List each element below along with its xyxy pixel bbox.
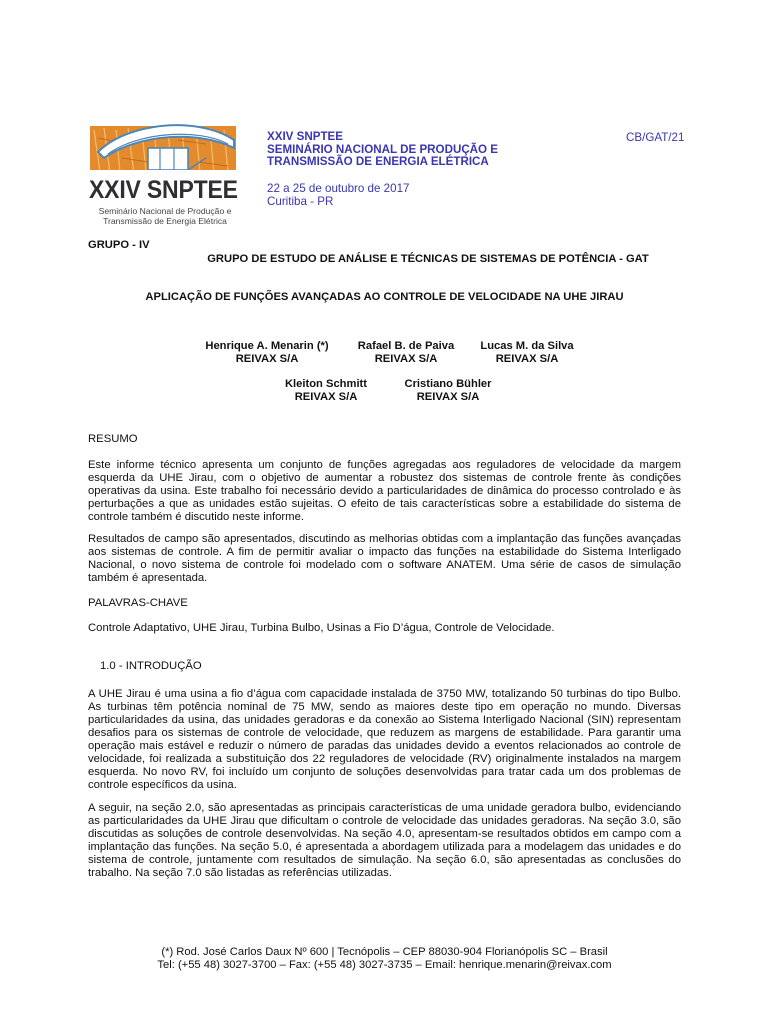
group-name: GRUPO DE ESTUDO DE ANÁLISE E TÉCNICAS DE SISTEMAS DE POTÊNCIA - GAT [207,253,649,265]
resumo-paragraph-1: Este informe técnico apresenta um conjunto de funções agregadas aos reguladores de velocidade da margem esquerda da UHE Jirau, com o objetivo de aumentar a robustez dos sistemas de controle frente às condições operativas da usina. Este trabalho foi necessário devido a particularidades de dinâmica do processo controlado e às perturbações a que as unidades estão sujeitas. O efeito de tais características sobre a estabilidade do sistema de controle também é discutido neste informe. [88,459,681,523]
author-name: Kleiton Schmitt [284,378,368,390]
keywords-heading: PALAVRAS-CHAVE [88,597,188,609]
paper-title: APLICAÇÃO DE FUNÇÕES AVANÇADAS AO CONTROLE DE VELOCIDADE NA UHE JIRAU [145,291,624,303]
event-name: XXIV SNPTEE [267,130,344,143]
author-name: Cristiano Bühler [404,378,492,390]
logo-emblem-icon [88,118,238,180]
group-label: GRUPO - IV [88,239,150,251]
event-fullname-line1: SEMINÁRIO NACIONAL DE PRODUÇÃO E [267,142,499,156]
event-location: Curitiba - PR [267,194,334,208]
author-affiliation: REIVAX S/A [235,353,299,365]
author-name: Lucas M. da Silva [480,340,574,352]
event-fullname-line2: TRANSMISSÃO DE ENERGIA ELÉTRICA [267,155,489,169]
author-affiliation: REIVAX S/A [495,353,559,365]
author-5 [395,378,501,404]
logo-subtitle-line1: Seminário Nacional de Produção e [98,206,232,216]
footer-phone-email: Tel: (+55 48) 3027-3700 – Fax: (+55 48) 3027-3735 – Email: henrique.menarin@reivax.com [157,959,612,971]
resumo-paragraph-2: Resultados de campo são apresentados, discutindo as melhorias obtidas com a implantação das funções avançadas aos sistemas de controle. A fim de permitir avaliar o impacto das funções na estabilidade do Sistema Interligado Nacional, o novo sistema de controle foi modelado com o software ANATEM. Uma série de casos de simulação também é apresentada. [88,533,681,584]
logo-subtitle [92,206,238,226]
footer-address: (*) Rod. José Carlos Daux Nº 600 | Tecnópolis – CEP 88030-904 Florianópolis SC – Brasil [161,946,608,958]
logo-title: XXIV SNPTEE [89,176,238,204]
event-date: 22 a 25 de outubro de 2017 [267,182,410,195]
author-4 [278,378,374,404]
logo-subtitle-line2: Transmissão de Energia Elétrica [103,216,227,226]
author-3 [472,340,582,366]
author-affiliation: REIVAX S/A [294,391,358,403]
author-name: Rafael B. de Paiva [357,340,455,352]
paper-code: CB/GAT/21 [626,131,685,144]
intro-paragraph-2: A seguir, na seção 2.0, são apresentadas as principais características de uma unidade geradora bulbo, evidenciando as particularidades da UHE Jirau que dificultam o controle de velocidade das unidades geradoras. Na seção 3.0, são discutidas as soluções de controle desenvolvidas. Na seção 4.0, apresentam-se resultados obtidos em campo com a implantação das funções. Na seção 5.0, é apresentada a abordagem utilizada para a modelagem das unidades e do sistema de controle, juntamente com resultados de simulação. Na seção 6.0, são apresentadas as conclusões do trabalho. Na seção 7.0 são listadas as referências utilizadas. [88,802,681,879]
author-affiliation: REIVAX S/A [416,391,480,403]
author-1 [197,340,337,366]
resumo-heading: RESUMO [88,433,138,445]
snptee-logo [88,118,238,230]
footer-contact [88,946,681,972]
author-name: Henrique A. Menarin (*) [205,340,329,352]
intro-heading: 1.0 - INTRODUÇÃO [100,660,202,672]
keywords-text: Controle Adaptativo, UHE Jirau, Turbina Bulbo, Usinas a Fio D’água, Controle de Velocidade. [88,622,555,634]
author-2 [348,340,464,366]
event-details [267,183,409,208]
event-header [267,131,498,169]
author-affiliation: REIVAX S/A [374,353,438,365]
intro-paragraph-1: A UHE Jirau é uma usina a fio d’água com capacidade instalada de 3750 MW, totalizando 50 turbinas do tipo Bulbo. As turbinas têm potência nominal de 75 MW, sendo as maiores deste tipo em operação no mundo. Diversas particularidades da usina, das unidades geradoras e da conexão ao Sistema Interligado Nacional (SIN) representam desafios para os sistemas de controle de velocidade, que reduzem as margens de estabilidade. Para garantir uma operação mais estável e reduzir o número de paradas das unidades devido a eventos relacionados ao controle de velocidade, foi realizada a substituição dos 22 reguladores de velocidade (RV) originalmente instalados na margem esquerda. No novo RV, foi incluído um conjunto de soluções desenvolvidas para tratar cada um dos problemas de controle específicos da usina. [88,688,681,791]
